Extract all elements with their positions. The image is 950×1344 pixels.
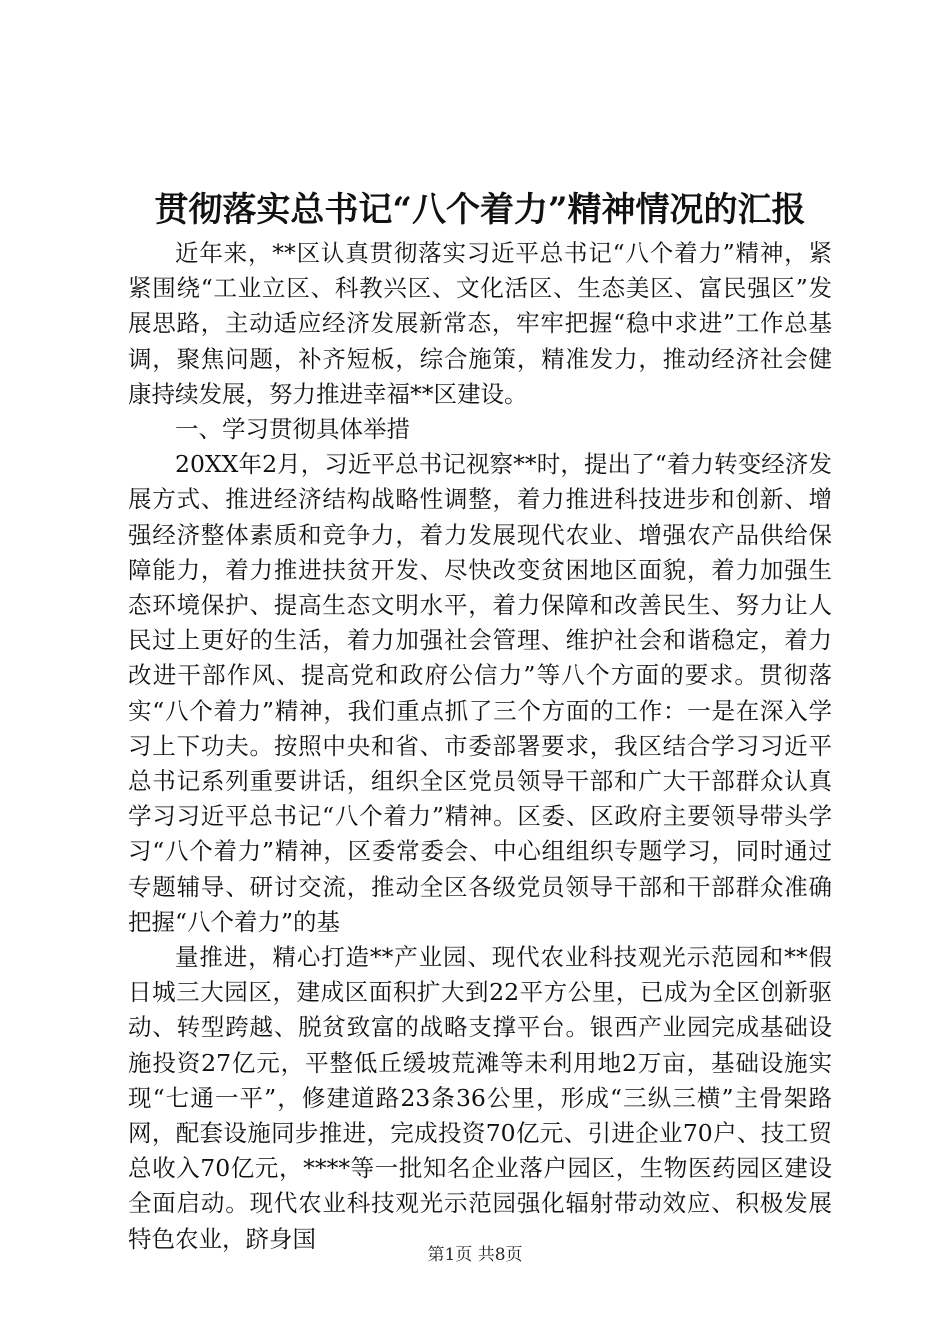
section-heading: 一、学习贯彻具体举措 — [175, 415, 410, 444]
document-title: 贯彻落实总书记“八个着力”精神情况的汇报 — [154, 190, 806, 230]
page-footer: 第1页 共8页 — [427, 1245, 523, 1265]
paragraph-measures: 20XX年2月，习近平总书记视察**时，提出了“着力转变经济发展方式、推进经济结构战略性调整，着力推进科技进步和创新、增强经济整体素质和竞争力，着力发展现代农业、增强农产品供给保障能力，着力推进扶贫开发、尽快改变贫困地区面貌，着力加强生态环境保护、提高生态文明水平，着力保障和改善民生、努力让人民过上更好的生活，着力加强社会管理、维护社会和谐稳定，着力改进干部作风、提高党和政府公信力”等八个方面的要求。贯彻落实“八个着力”精神，我们重点抓了三个方面的工作：一是在深入学习上下功夫。按照中央和省、市委部署要求，我区结合学习习近平总书记系列重要讲话，组织全区党员领导干部和广大干部群众认真学习习近平总书记“八个着力”精神。区委、区政府主要领导带头学习“八个着力”精神，区委常委会、中心组组织专题学习，同时通过专题辅导、研讨交流，推动全区各级党员领导干部和干部群众准确把握“八个着力”的基 — [128, 450, 832, 936]
document-body — [128, 236, 832, 1257]
paragraph-parks: 量推进，精心打造**产业园、现代农业科技观光示范园和**假日城三大园区，建成区面积扩大到22平方公里，已成为全区创新驱动、转型跨越、脱贫致富的战略支撑平台。银西产业园完成基础设施投资27亿元，平整低丘缓坡荒滩等未利用地2万亩，基础设施实现“七通一平”，修建道路23条36公里，形成“三纵三横”主骨架路网，配套设施同步推进，完成投资70亿元、引进企业70户、技工贸总收入70亿元，****等一批知名企业落户园区，生物医药园区建设全面启动。现代农业科技观光示范园强化辐射带动效应、积极发展特色农业，跻身国 — [128, 943, 832, 1253]
paragraph-intro: 近年来，**区认真贯彻落实习近平总书记“八个着力”精神，紧紧围绕“工业立区、科教兴区、文化活区、生态美区、富民强区”发展思路，主动适应经济发展新常态，牢牢把握“稳中求进”工作总基调，聚焦问题，补齐短板，综合施策，精准发力，推动经济社会健康持续发展，努力推进幸福**区建设。 — [128, 239, 832, 408]
